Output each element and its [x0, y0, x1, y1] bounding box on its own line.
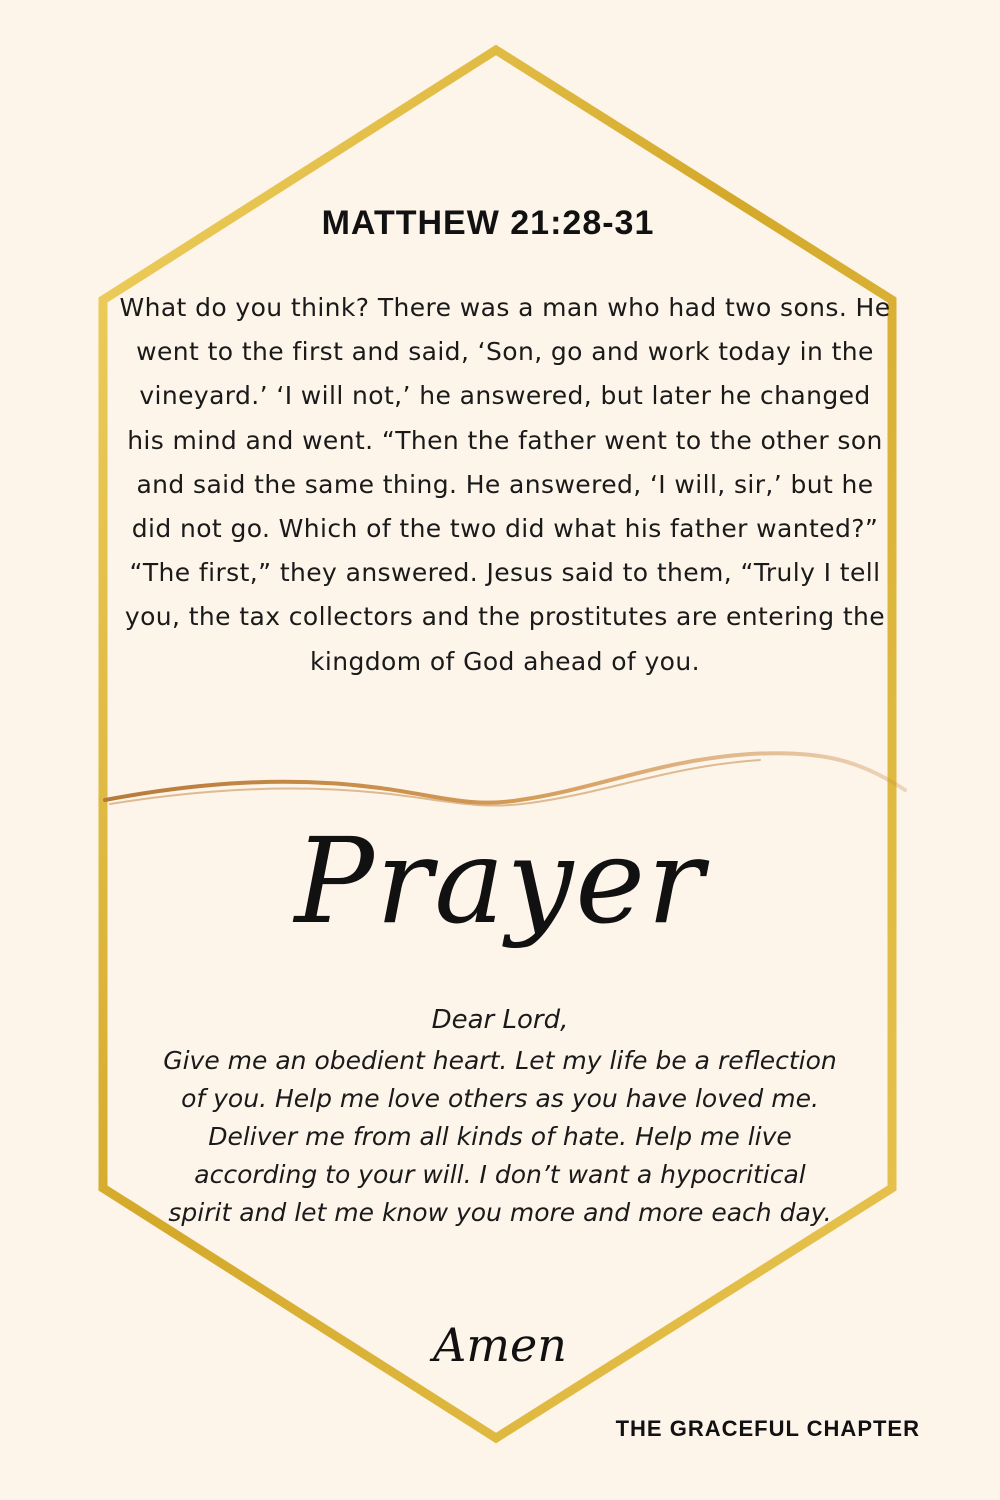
scripture-reference-text: MATTHEW 21:28-31: [321, 204, 655, 242]
prayer-body-text: Give me an obedient heart. Let my life be a reflection of you. Help me love others as you have loved me. Deliver me from all kinds of hate. Help me live according to your will. I don’t want a hypocritical spirit and let me know you more and more each day.: [163, 1046, 837, 1227]
prayer-heading: Prayer: [294, 812, 706, 950]
brush-stroke-divider: [105, 753, 905, 802]
scripture-reference-title: [0, 204, 1000, 243]
amen-closing: Amen: [433, 1318, 567, 1372]
brand-name: THE GRACEFUL CHAPTER: [615, 1416, 920, 1441]
scripture-verse-text: What do you think? There was a man who had two sons. He went to the first and said, ‘Son, go and work today in the vineyard.’ ‘I will not,’ he answered, but later he changed his mind and went. “Then the father went to the other son and said the same thing. He answered, ‘I will, sir,’ but he did not go. Which of the two did what his father wanted?” “The first,” they answered. Jesus said to them, “Truly I tell you, the tax collectors and the prostitutes are entering the kingdom of God ahead of you.: [119, 293, 891, 676]
prayer-greeting: Dear Lord,: [431, 1005, 569, 1035]
